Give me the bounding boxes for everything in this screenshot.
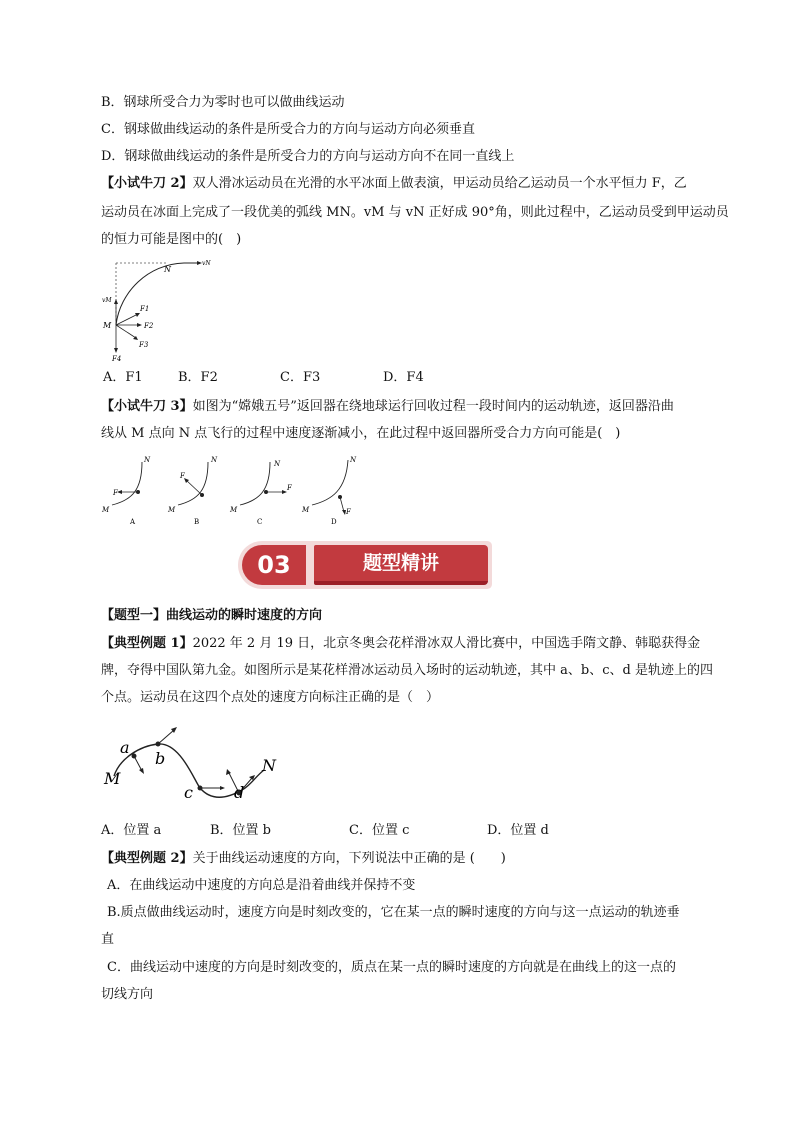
example-1-line-3: 个点。运动员在这四个点处的速度方向标注正确的是（ ） [101, 690, 440, 705]
point-n-label: N [262, 756, 276, 775]
question-type-1-heading: 【题型一】曲线运动的瞬时速度的方向 [101, 608, 323, 623]
problem-3-text-a: 如图为“嫦娥五号”返回器在绕地球运行回收过程一段时间内的运动轨迹，返回器沿曲 [192, 399, 674, 414]
trajectory-a [101, 456, 151, 526]
svg-text:F: F [180, 472, 185, 480]
problem-2-text-a: 双人滑冰运动员在光滑的水平冰面上做表演，甲运动员给乙运动员一个水平恒力 F，乙 [192, 176, 687, 191]
skating-trajectory-figure [100, 718, 290, 814]
label-b: B [194, 518, 200, 526]
point-m-label: M [104, 769, 121, 788]
option-d-text: D．钢球做曲线运动的条件是所受合力的方向与运动方向不在同一直线上 [101, 149, 515, 164]
example-1-line-1 [101, 635, 700, 653]
label-f1: F1 [140, 305, 150, 313]
option-c-text: C．钢球做曲线运动的条件是所受合力的方向与运动方向必须垂直 [101, 122, 475, 137]
trajectory-d [301, 456, 357, 526]
svg-text:M: M [102, 506, 110, 514]
label-d: D [331, 518, 337, 526]
label-f3: F3 [139, 341, 149, 349]
svg-text:N: N [274, 460, 281, 468]
label-m: M [103, 321, 112, 330]
svg-text:N: N [144, 456, 151, 464]
e1-option-d: D．位置 d [487, 823, 549, 838]
figure-skater-force-diagram [96, 254, 226, 362]
p2-option-c: C．F3 [280, 370, 321, 385]
e1-option-a: A．位置 a [101, 823, 162, 838]
option-b-text: B．钢球所受合力为零时也可以做曲线运动 [101, 95, 345, 110]
problem-3-line-1 [101, 398, 674, 416]
svg-text:M: M [230, 506, 238, 514]
label-vm: vM [102, 297, 112, 304]
problem-3-tag: 【小试牛刀 3】 [101, 399, 193, 414]
example-2-line-1 [101, 850, 506, 868]
example-2-tag: 【典型例题 2】 [101, 851, 193, 866]
svg-text:F: F [287, 484, 292, 492]
svg-text:N: N [211, 456, 218, 464]
example-2-option-b-line-2: 直 [101, 932, 115, 947]
problem-2-line-1 [101, 175, 687, 193]
e1-option-b: B．位置 b [210, 823, 272, 838]
svg-text:M: M [302, 506, 310, 514]
label-n: N [164, 265, 171, 274]
svg-text:F: F [113, 489, 118, 497]
example-1-line-2: 牌，夺得中国队第九金。如图所示是某花样滑冰运动员入场时的运动轨迹，其中 a、b、c、d 是轨迹上的四 [101, 663, 713, 678]
example-1-text-a: 2022 年 2 月 19 日，北京冬奥会花样滑冰双人滑比赛中，中国选手隋文静、韩聪获得金 [192, 636, 701, 651]
point-a-label: a [120, 738, 130, 757]
problem-3-line-2: 线从 M 点向 N 点飞行的过程中速度逐渐减小，在此过程中返回器所受合力方向可能是( ) [101, 426, 621, 441]
example-1-tag: 【典型例题 1】 [101, 636, 193, 651]
label-f4: F4 [112, 355, 122, 362]
section-number: 03 [242, 545, 306, 585]
example-2-option-c-line-1: C．曲线运动中速度的方向是时刻改变的，质点在某一点的瞬时速度的方向就是在曲线上的这一点的 [107, 960, 676, 975]
section-title: 题型精讲 [314, 545, 488, 585]
example-2-text: 关于曲线运动速度的方向，下列说法中正确的是 ( ) [192, 851, 506, 866]
problem-2-line-3: 的恒力可能是图中的( ) [101, 232, 242, 247]
trajectory-b [167, 456, 218, 526]
svg-text:F: F [346, 508, 351, 516]
e1-option-c: C．位置 c [349, 823, 410, 838]
problem-2-line-2: 运动员在冰面上完成了一段优美的弧线 MN。vM 与 vN 正好成 90°角，则此过程中，乙运动员受到甲运动员 [101, 205, 729, 220]
problem-2-tag: 【小试牛刀 2】 [101, 176, 193, 191]
svg-text:N: N [350, 456, 357, 464]
p2-option-d: D．F4 [383, 370, 424, 385]
point-b-label: b [155, 749, 166, 768]
point-d-label: d [234, 783, 245, 802]
label-f2: F2 [144, 322, 154, 330]
p2-option-a: A．F1 [103, 370, 143, 385]
point-c-label: c [184, 783, 193, 802]
example-2-option-b-line-1: B.质点做曲线运动时，速度方向是时刻改变的，它在某一点的瞬时速度的方向与这一点运动的轨迹垂 [107, 905, 680, 920]
p2-option-b: B．F2 [178, 370, 218, 385]
example-2-option-c-line-2: 切线方向 [101, 987, 154, 1002]
svg-text:M: M [168, 506, 176, 514]
return-capsule-trajectory-figure [98, 452, 368, 528]
label-a: A [130, 518, 136, 526]
example-2-option-a: A．在曲线运动中速度的方向总是沿着曲线并保持不变 [107, 878, 416, 893]
label-c: C [257, 518, 263, 526]
trajectory-c [229, 460, 293, 526]
label-vn: vN [202, 260, 211, 267]
